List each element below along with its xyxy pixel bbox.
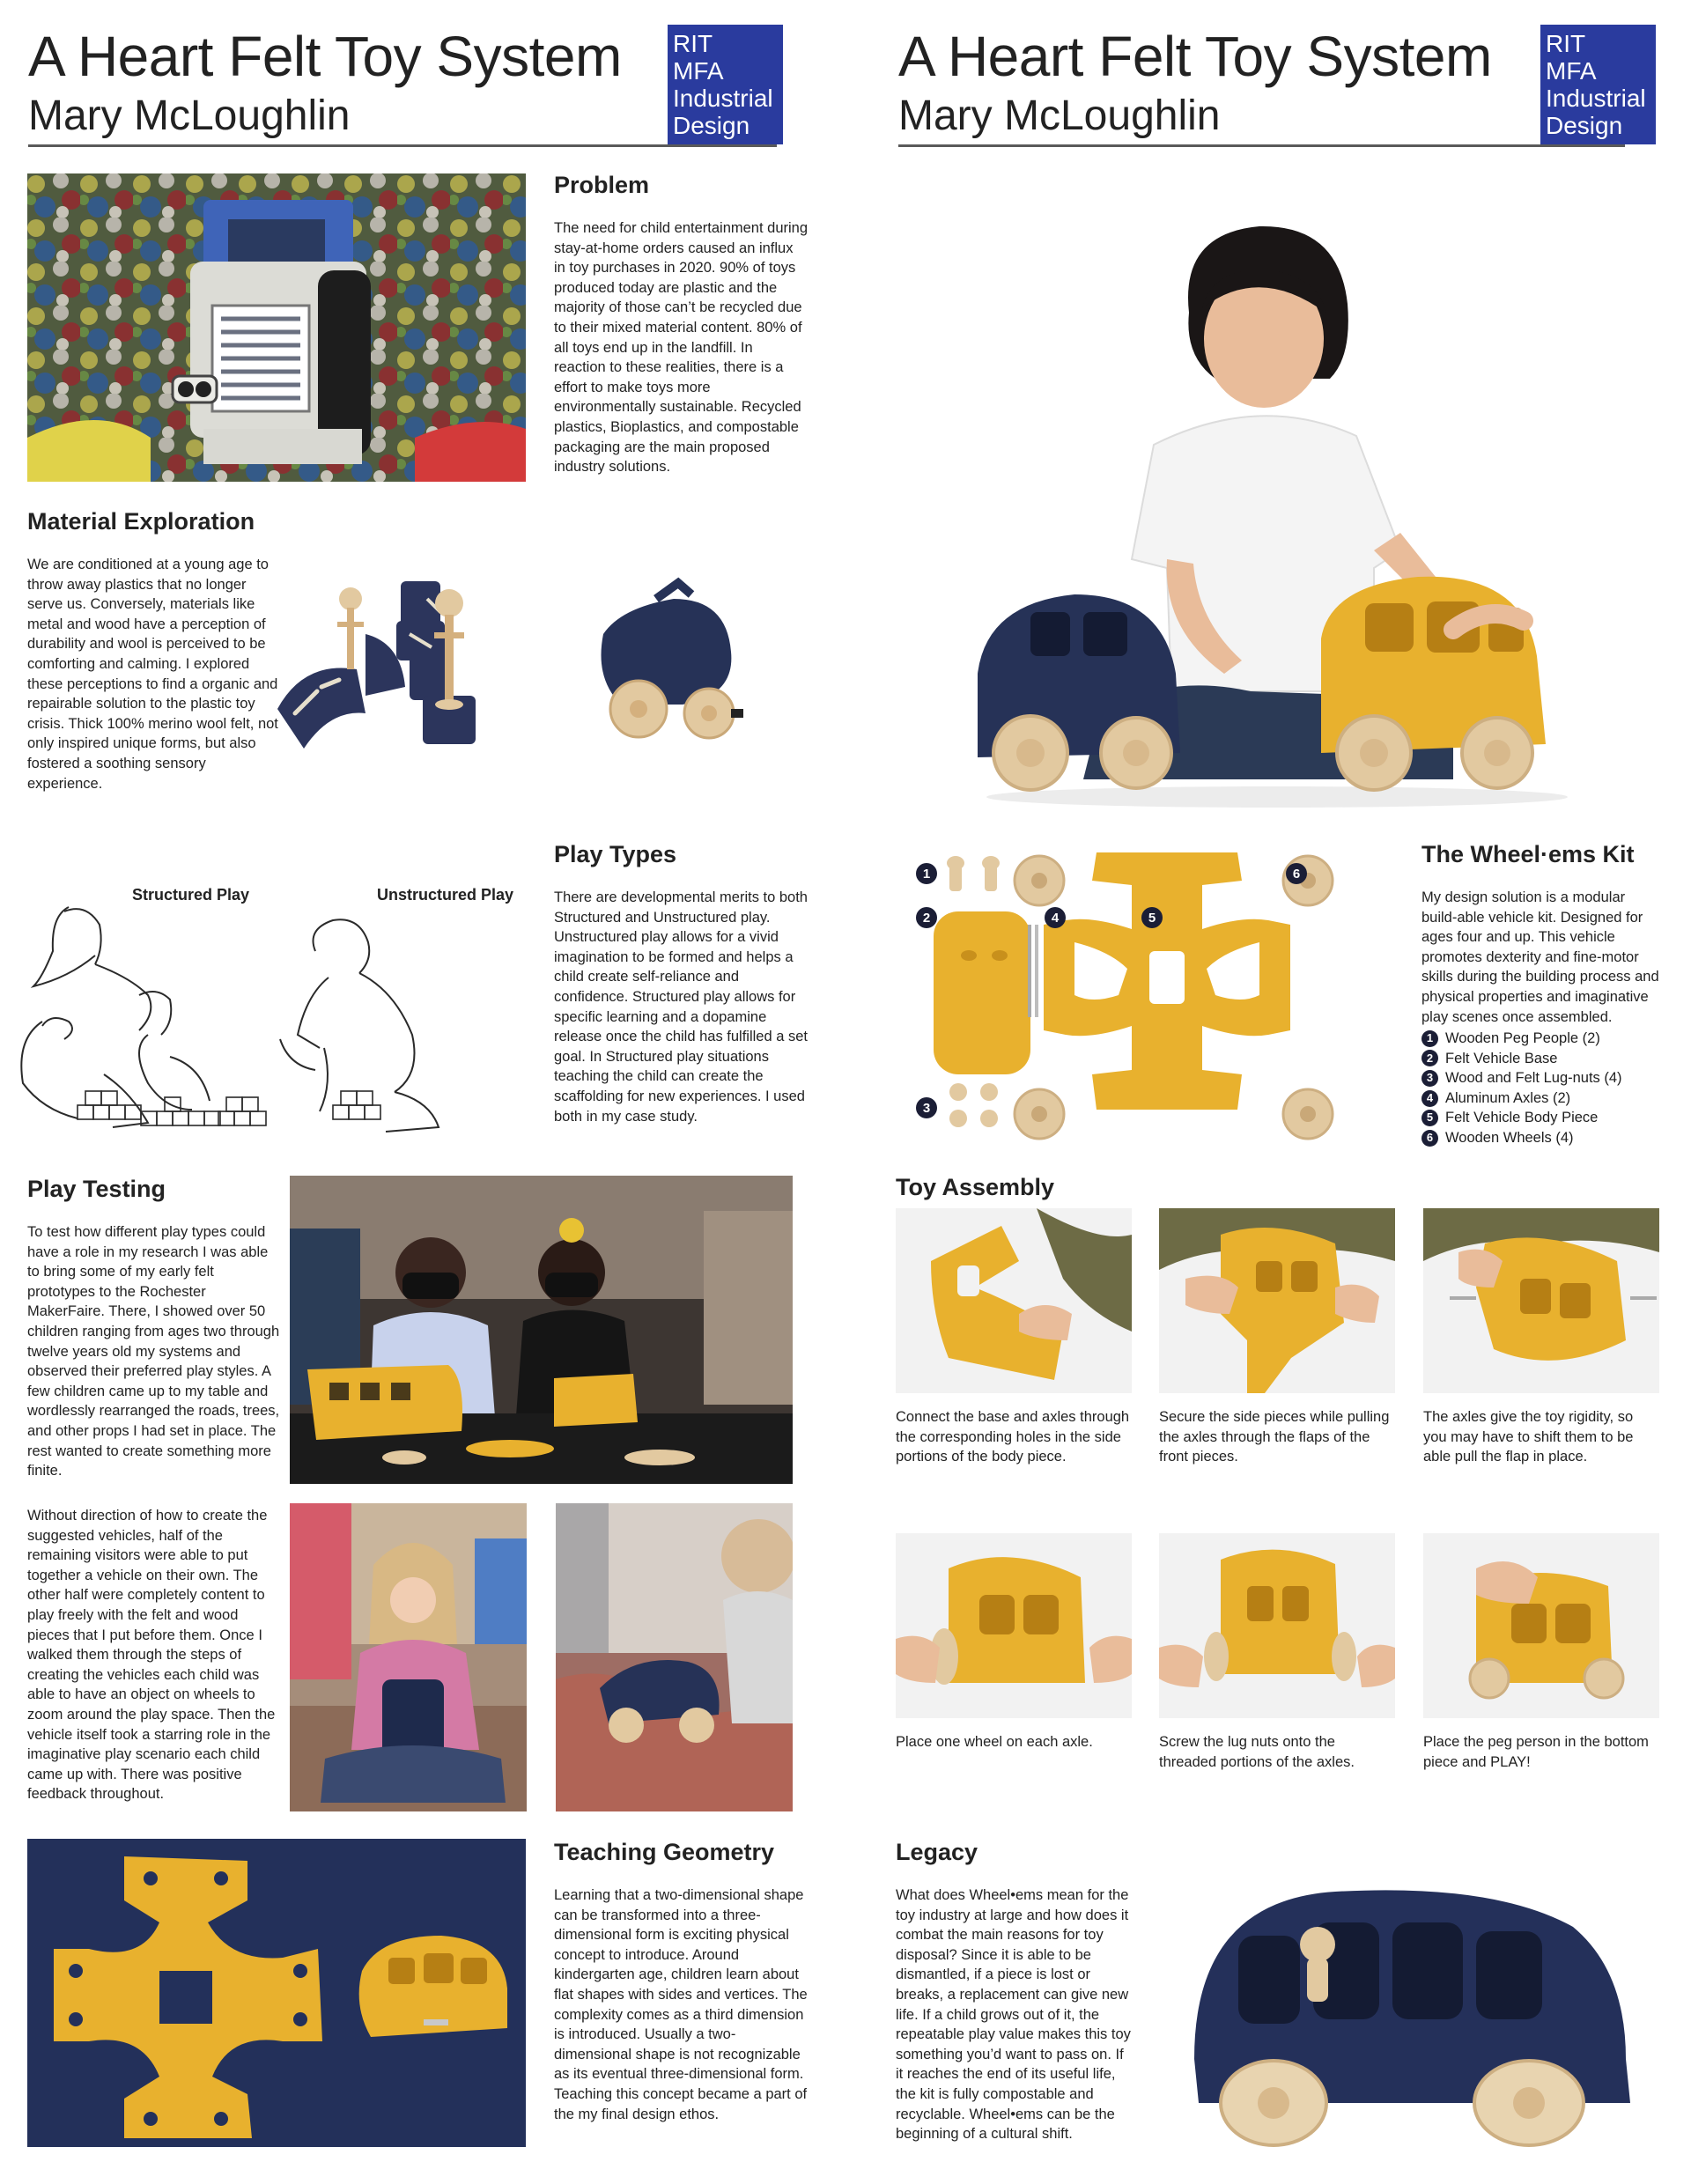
poster-title: A Heart Felt Toy System	[28, 25, 622, 88]
flat-vs-folded-photo	[27, 1839, 526, 2147]
number-icon: 3	[1421, 1070, 1438, 1087]
landfill-truck-photo	[27, 173, 526, 482]
kit-item-label: Wooden Peg People (2)	[1445, 1030, 1600, 1046]
number-icon: 1	[1421, 1030, 1438, 1047]
badge-line: RIT	[673, 30, 713, 57]
poster-author: Mary McLoughlin	[898, 92, 1221, 139]
badge-line: Design	[673, 112, 750, 139]
header-divider	[898, 144, 1625, 147]
poster-author: Mary McLoughlin	[28, 92, 351, 139]
assembly-step-2-caption: Secure the side pieces while pulling the axles through the flaps of the front pieces.	[1159, 1409, 1390, 1465]
kit-item-label: Wooden Wheels (4)	[1445, 1129, 1574, 1146]
assembly-step-3-caption: The axles give the toy rigidity, so you may have to shift them to be able pull the flap in place.	[1423, 1409, 1634, 1465]
rit-badge	[1540, 25, 1656, 144]
badge-line: MFA	[673, 57, 724, 85]
number-icon: 2	[1421, 1050, 1438, 1066]
badge-line: RIT	[1546, 30, 1586, 57]
structured-play-label: Structured Play	[132, 886, 250, 904]
assembly-step-2-photo	[1159, 1208, 1395, 1393]
legacy-heading: Legacy	[896, 1839, 978, 1865]
makerfaire-photo	[290, 1176, 793, 1484]
kit-marker-5: 5	[1141, 907, 1163, 928]
kit-heading: The Wheel·ems Kit	[1421, 841, 1635, 867]
assembly-step-1-photo	[896, 1208, 1132, 1393]
play-sketches	[16, 881, 527, 1154]
number-icon: 4	[1421, 1090, 1438, 1107]
assembly-step-1-caption: Connect the base and axles through the corresponding holes in the side portions of the body piece.	[896, 1409, 1130, 1465]
problem-heading: Problem	[554, 172, 650, 198]
play-testing-heading: Play Testing	[27, 1176, 166, 1202]
kit-marker-6: 6	[1286, 863, 1307, 884]
assembly-step-4-photo	[896, 1533, 1132, 1718]
child-building-photo	[290, 1503, 527, 1811]
kit-text: My design solution is a modular build-able vehicle kit. Designed for ages four and up. This vehicle promotes dexterity and fine-motor skills during the building process and physical properties and imaginative play scenes once assembled.	[1421, 889, 1659, 1025]
kit-marker-3: 3	[916, 1097, 937, 1118]
unstructured-play-label: Unstructured Play	[377, 886, 514, 904]
legacy-text: What does Wheel•ems mean for the toy industry at large and how does it combat the main reasons for toy disposal? Since it is able to be dismantled, if a piece is lost or breaks, a replacement can give new life. If a child grows out of it, the repeatable play value makes this toy something you’d want to pass on. If it reaches the end of its useful life, the kit is fully compostable and recyclable. Wheel•ems can be the beginning of a cultural shift.	[896, 1887, 1131, 2143]
kit-item-label: Felt Vehicle Body Piece	[1445, 1110, 1599, 1126]
child-blue-car-photo	[556, 1503, 793, 1811]
play-types-text: There are developmental merits to both Structured and Unstructured play. Unstructured play allows for a vivid imagination to be formed and helps a child create self-reliance and confidence. Structured play allows for specific learning and a dopamine release once the child has fulfilled a set goal. In Structured play situations teaching the child can create the scaffolding for new experiences. I used both in my case study.	[554, 889, 809, 1125]
number-icon: 5	[1421, 1110, 1438, 1126]
badge-line: MFA	[1546, 57, 1597, 85]
assembly-step-3-photo	[1423, 1208, 1659, 1393]
teaching-geometry-text: Learning that a two-dimensional shape can be transformed into a three-dimensional form is exciting physical concept to introduce. Around kindergarten age, children learn about flat shapes with sides and vertices. The complexity comes as a third dimension is introduced. Usually a two-dimensional shape is not recognizable as its eventual three-dimensional form. Teaching this concept became a part of the my final design ethos.	[554, 1887, 808, 2122]
kit-parts-list	[1421, 1029, 1622, 1148]
kit-item-label: Felt Vehicle Base	[1445, 1050, 1558, 1066]
kit-marker-2: 2	[916, 907, 937, 928]
rit-badge	[668, 25, 783, 144]
play-testing-text-1: To test how different play types could have a role in my research I was able to bring some of my early felt prototypes to the Rochester MakerFaire. There, I showed over 50 children ranging from ages two through twelve years old my systems and observed their preferred play styles. A few children came up to my table and wordlessly rearranged the roads, trees, and other props I had set in place. The rest wanted to create something more finite.	[27, 1224, 280, 1479]
assembly-step-5-photo	[1159, 1533, 1395, 1718]
kit-item	[1421, 1049, 1622, 1069]
badge-line: Design	[1546, 112, 1623, 139]
designer-with-toys-photo	[960, 216, 1577, 815]
right-page	[846, 0, 1691, 2184]
play-testing-text-2: Without direction of how to create the suggested vehicles, half of the remaining visitors were able to put together a vehicle on their own. The other half were completely content to play freely with the felt and wood pieces that I put before them. Once I walked them through the steps of creating the vehicles each child was able to have an object on wheels to zoom around the play space. Then the vehicle itself took a starring role in the imaginative play scenario each child came up with. There was positive feedback throughout.	[27, 1508, 276, 1803]
kit-marker-1: 1	[916, 863, 937, 884]
kit-item	[1421, 1029, 1622, 1049]
felt-prototypes-photo	[269, 564, 823, 757]
material-text: We are conditioned at a young age to throw away plastics that no longer serve us. Conversely, materials like metal and wood have a perception of durability and wool is perceived to be comforting and calming. I explored these perceptions to find a organic and repairable solution to the plastic toy crisis. Thick 100% merino wool felt, not only inspired unique forms, but also fostered a soothing sensory experience.	[27, 557, 278, 792]
finished-navy-car-photo	[1159, 1839, 1659, 2147]
badge-line: Industrial	[1546, 85, 1646, 112]
kit-marker-4: 4	[1045, 907, 1066, 928]
kit-item	[1421, 1068, 1622, 1088]
teaching-geometry-heading: Teaching Geometry	[554, 1839, 775, 1865]
header-divider	[28, 144, 777, 147]
problem-text: The need for child entertainment during stay-at-home orders caused an influx in toy purchases in 2020. 90% of toys produced today are plastic and the majority of those can’t be recycled due to their mixed material content. 80% of all toys end up in the landfill. In reaction to these realities, there is a effort to make toys more environmentally sustainable. Recycled plastics, Bioplastics, and compostable packaging are the main proposed industry solutions.	[554, 220, 809, 476]
kit-item-label: Wood and Felt Lug-nuts (4)	[1445, 1070, 1622, 1087]
kit-item	[1421, 1088, 1622, 1109]
kit-item	[1421, 1108, 1622, 1128]
kit-item-label: Aluminum Axles (2)	[1445, 1089, 1571, 1106]
material-heading: Material Exploration	[27, 508, 255, 535]
kit-item	[1421, 1128, 1622, 1148]
poster-title: A Heart Felt Toy System	[898, 25, 1492, 88]
assembly-step-5-caption: Screw the lug nuts onto the threaded portions of the axles.	[1159, 1734, 1355, 1770]
assembly-step-6-caption: Place the peg person in the bottom piece and PLAY!	[1423, 1734, 1649, 1770]
badge-line: Industrial	[673, 85, 773, 112]
assembly-step-4-caption: Place one wheel on each axle.	[896, 1734, 1093, 1750]
assembly-step-6-photo	[1423, 1533, 1659, 1718]
number-icon: 6	[1421, 1130, 1438, 1147]
play-types-heading: Play Types	[554, 841, 677, 867]
assembly-heading: Toy Assembly	[896, 1174, 1055, 1200]
kit-parts-layout	[898, 845, 1392, 1145]
